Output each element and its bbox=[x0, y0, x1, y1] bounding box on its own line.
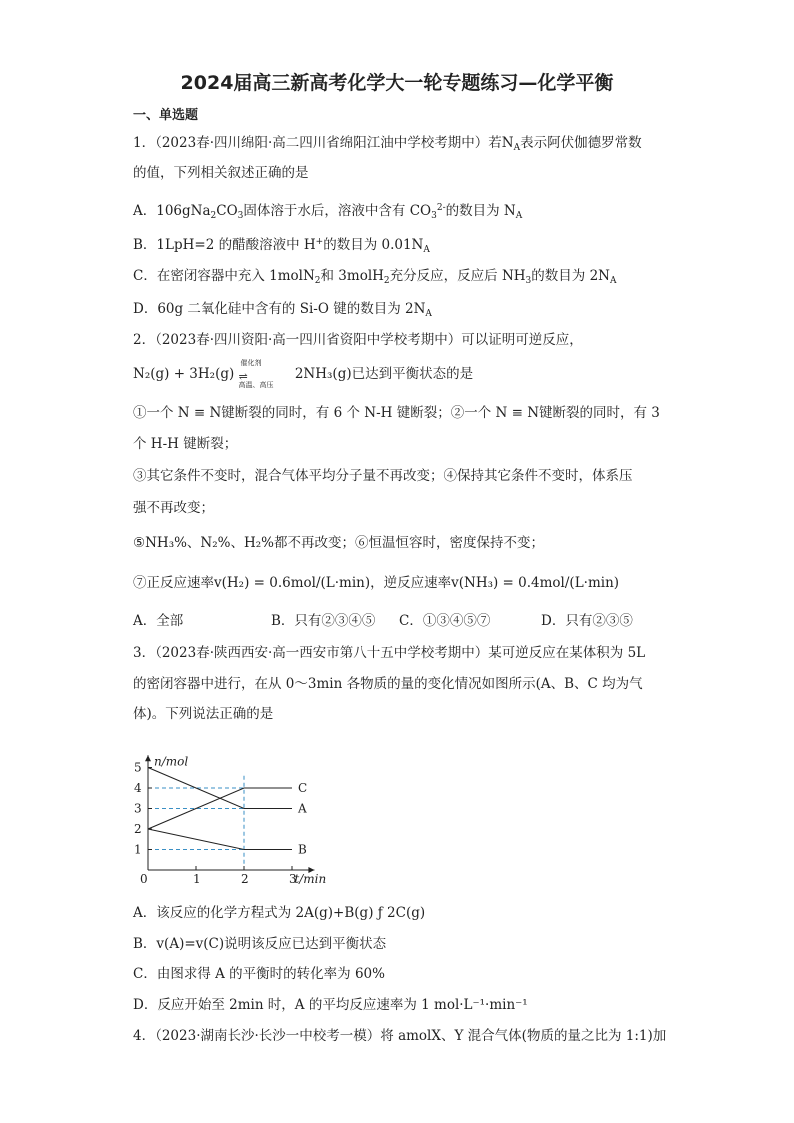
y-tick-label: 2 bbox=[134, 822, 142, 836]
q2-statement-2: 个 H-H 键断裂； bbox=[133, 436, 238, 452]
q3-stem-line1: 3．（2023春·陕西西安·高一西安市第八十五中学校考期中）某可逆反应在某体积为 5L bbox=[133, 645, 646, 661]
q2-equation: N₂(g) + 3H₂(g) 催化剂 ⇌ 高温、高压 2NH₃(g)已达到平衡状态的是 bbox=[133, 358, 474, 389]
series-line-b bbox=[148, 829, 292, 850]
series-label-a: A bbox=[298, 801, 307, 816]
q2-statement-1: ①一个 N ≡ N键断裂的同时，有 6 个 N-H 键断裂；②一个 N ≡ N键断裂的同时，有 3 bbox=[133, 405, 660, 421]
y-axis-label: n/mol bbox=[154, 754, 189, 769]
x-tick-label: 1 bbox=[193, 872, 201, 886]
x-tick-label: 0 bbox=[140, 872, 148, 886]
q1-stem-line2: 的值，下列相关叙述正确的是 bbox=[133, 165, 309, 181]
q3-stem-line2: 的密闭容器中进行，在从 0～3min 各物质的量的变化情况如图所示(A、B、C 均为气 bbox=[133, 676, 643, 692]
q4-stem-line1: 4．（2023·湖南长沙·长沙一中校考一模）将 amolX、Y 混合气体(物质的量之比为 1:1)加 bbox=[133, 1028, 667, 1044]
x-axis-label: t/min bbox=[294, 872, 327, 886]
y-axis-arrow bbox=[145, 755, 151, 761]
q3-option-b: B．v(A)=v(C)说明该反应已达到平衡状态 bbox=[133, 936, 387, 952]
y-tick-label: 4 bbox=[134, 781, 142, 795]
y-tick-label: 3 bbox=[134, 801, 142, 816]
q2-option-c: C．①③④⑤⑦ bbox=[399, 613, 491, 629]
q2-option-b: B．只有②③④⑤ bbox=[271, 613, 376, 629]
q3-stem-line3: 体)。下列说法正确的是 bbox=[133, 706, 274, 722]
equilibrium-arrow: 催化剂 ⇌ 高温、高压 bbox=[238, 358, 274, 389]
x-tick-label: 2 bbox=[241, 872, 249, 886]
q2-option-a: A．全部 bbox=[133, 613, 184, 629]
q2-options bbox=[133, 609, 633, 629]
q3-option-a: A．该反应的化学方程式为 2A(g)+B(g) ƒ 2C(g) bbox=[133, 905, 426, 921]
series-label-b: B bbox=[298, 842, 307, 857]
y-tick-label: 1 bbox=[134, 842, 142, 857]
q1-stem-line1: 1．（2023春·四川绵阳·高二四川省绵阳江油中学校考期中）若$N_A$表示阿伏伽德罗常数 bbox=[133, 135, 642, 153]
mole-time-chart bbox=[128, 728, 358, 888]
q2-statement-6: ⑦正反应速率v(H₂) = 0.6mol/(L·min)，逆反应速率v(NH₃) = 0.4mol/(L·min) bbox=[133, 575, 620, 591]
page-title: 2024届高三新高考化学大一轮专题练习—化学平衡 bbox=[180, 72, 614, 94]
q3-option-c: C．由图求得 A 的平衡时的转化率为 60% bbox=[133, 966, 385, 982]
x-tick-label: 3 bbox=[289, 872, 297, 886]
q1-option-b: B．1LpH=2 的醋酸溶液中 H+的数目为 $0.01N_A$ bbox=[133, 237, 430, 255]
q2-statement-4: 强不再改变； bbox=[133, 500, 214, 516]
q2-statement-5: ⑤NH₃%、N₂%、H₂%都不再改变；⑥恒温恒容时，密度保持不变； bbox=[133, 535, 544, 551]
q1-option-a: A．$106gNa_2CO_3$固体溶于水后，溶液中含有 $CO_3^{2-}$的数目为 $N_A$ bbox=[133, 203, 523, 221]
q2-stem-line1: 2．（2023春·四川资阳·高一四川省资阳中学校考期中）可以证明可逆反应， bbox=[133, 332, 583, 348]
q2-option-d: D．只有②③⑤ bbox=[541, 613, 633, 629]
section-heading: 一、单选题 bbox=[133, 108, 199, 123]
series-label-c: C bbox=[298, 781, 308, 795]
q1-option-d: D．60g 二氧化硅中含有的 Si-O 键的数目为 $2N_A$ bbox=[133, 301, 432, 319]
y-tick-label: 5 bbox=[134, 760, 142, 775]
q3-option-d: D．反应开始至 2min 时，A 的平均反应速率为 1 mol·L⁻¹·min⁻¹ bbox=[133, 997, 528, 1013]
q2-statement-3: ③其它条件不变时，混合气体平均分子量不再改变；④保持其它条件不变时，体系压 bbox=[133, 468, 633, 484]
q1-option-c: C．在密闭容器中充入 1molN$_2$和 3molH$_2$充分反应，反应后 $NH_3$的数目为 $2N_A$ bbox=[133, 268, 617, 286]
